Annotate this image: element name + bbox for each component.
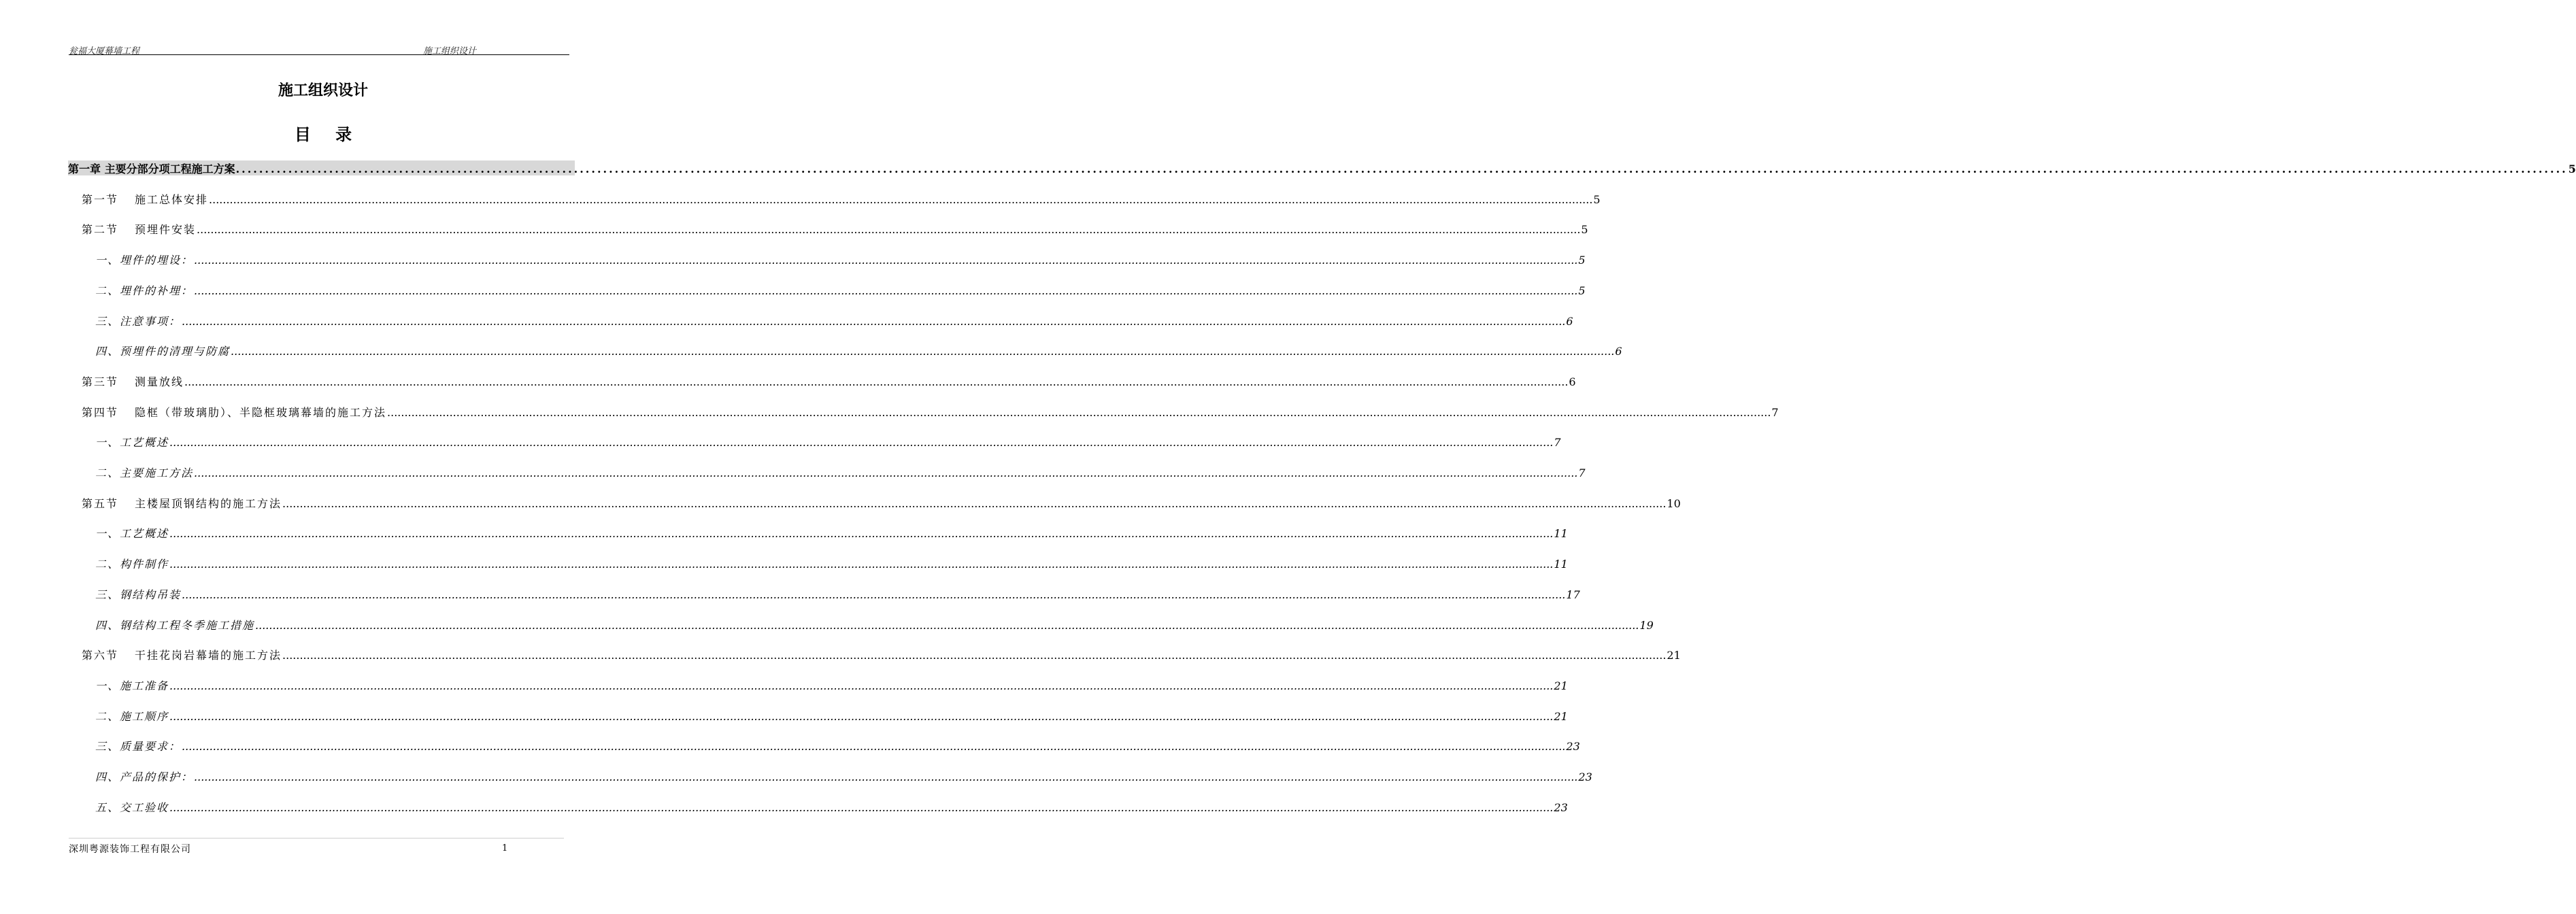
toc-heading: 目 录 — [294, 124, 362, 144]
toc-entry[interactable] — [95, 799, 1568, 815]
toc-page-number: 7 — [1578, 467, 1586, 479]
toc-leader-dots: ................................................................................................................................................................................................................................................................................................................................................................................................................ — [169, 709, 1554, 723]
toc-entry-label — [82, 404, 386, 420]
toc-page-number: 23 — [1578, 771, 1592, 783]
toc-page-number: 21 — [1667, 649, 1681, 662]
toc-entry[interactable] — [95, 556, 1568, 571]
toc-leader-dots: ................................................................................................................................................................................................................................................................................................................................................................................................................ — [184, 375, 1569, 388]
header-project-name: 瓮福大厦幕墙工程 — [69, 46, 140, 56]
toc-page-number: 21 — [1554, 709, 1568, 723]
toc-entry-label — [82, 221, 196, 237]
toc-section-number: 第六节 — [82, 649, 119, 662]
toc-entry-label: 三、钢结构吊装 — [95, 588, 182, 601]
toc-entry-label: 一、工艺概述 — [95, 527, 169, 541]
footer-page-number: 1 — [502, 843, 508, 853]
toc-page-number: 6 — [1615, 345, 1622, 358]
toc-page-number: 5 — [2568, 163, 2576, 175]
toc-entry[interactable] — [82, 647, 1681, 662]
toc-entry[interactable] — [95, 708, 1568, 724]
toc-page-number: 19 — [1639, 618, 1654, 632]
toc-entry[interactable] — [95, 313, 1573, 328]
toc-entry[interactable] — [95, 525, 1568, 541]
toc-section-title: 干挂花岗岩幕墙的施工方法 — [135, 649, 282, 662]
toc-leader-dots: ................................................................................................................................................................................................................................................................................................................................................................................................................ — [387, 405, 1771, 419]
toc-leader-dots: ................................................................................................................................................................................................................................................................................................................................................................................................................ — [194, 284, 1578, 297]
toc-leader-dots: ................................................................................................................................................................................................................................................................................................................................................................................................................ — [194, 771, 1578, 783]
toc-entry-label — [82, 373, 184, 389]
toc-page-number: 11 — [1554, 558, 1568, 571]
toc-page-number: 6 — [1566, 314, 1573, 328]
toc-entry[interactable] — [82, 221, 1588, 237]
toc-section-number: 第五节 — [82, 496, 119, 510]
toc-entry-label: 二、埋件的补埋： — [95, 284, 194, 297]
toc-entry[interactable] — [95, 586, 1580, 602]
toc-entry[interactable] — [82, 495, 1681, 511]
toc-leader-dots: ................................................................................................................................................................................................................................................................................................................................................................................................................ — [209, 192, 1593, 206]
footer-rule — [69, 838, 564, 839]
toc-entry-label: 一、工艺概述 — [95, 436, 169, 450]
toc-page-number: 5 — [1593, 192, 1601, 206]
toc-entry-label: 一、埋件的埋设： — [95, 254, 194, 267]
toc-entry-label: 二、主要施工方法 — [95, 467, 194, 479]
toc-section-number: 第二节 — [82, 223, 119, 237]
toc-entry-label: 二、施工顺序 — [95, 709, 169, 723]
toc-section-title: 隐框（带玻璃肋）、半隐框玻璃幕墙的施工方法 — [135, 405, 387, 419]
toc-section-title: 施工总体安排 — [135, 192, 209, 206]
toc-section-number: 第三节 — [82, 375, 119, 388]
toc-entry[interactable] — [95, 768, 1592, 784]
toc-entry-label: 三、质量要求： — [95, 740, 182, 754]
toc-page-number: 5 — [1578, 284, 1586, 297]
toc-entry-label — [82, 495, 282, 511]
toc-entry[interactable] — [95, 738, 1580, 754]
toc-entry[interactable] — [95, 434, 1561, 450]
toc-page-number: 7 — [1771, 405, 1779, 419]
toc-page-number: 5 — [1578, 254, 1586, 267]
toc-entry-label: 三、注意事项： — [95, 314, 182, 328]
toc-section-title: 测量放线 — [135, 375, 184, 388]
toc-entry-label: 第一章 主要分部分项工程施工方案 — [68, 163, 235, 175]
toc-entry-label — [82, 191, 208, 207]
toc-entry-label — [82, 647, 282, 662]
toc-entry[interactable] — [95, 677, 1568, 693]
toc-page-number: 11 — [1554, 527, 1568, 541]
toc-leader-dots: ................................................................................................................................................................................................................................................................................................................................................................................................................ — [194, 467, 1578, 479]
toc-leader-dots: ................................................................................................................................................................................................................................................................................................................................................................................................................ — [194, 254, 1578, 267]
toc-entry[interactable] — [82, 191, 1601, 207]
toc-leader-dots: ................................................................................................................................................................................................................................................................................................................................................................................................................ — [282, 496, 1667, 510]
toc-entry[interactable] — [95, 252, 1586, 267]
toc-leader-dots: ................................................................................................................................................................................................................................................................................................................................................................................................................ — [169, 558, 1554, 571]
toc-entry[interactable] — [68, 160, 2576, 175]
toc-leader-dots: ................................................................................................................................................................................................................................................................................................................................................................................................................ — [169, 679, 1554, 692]
toc-entry[interactable] — [82, 373, 1576, 389]
footer-company: 深圳粤源装饰工程有限公司 — [69, 844, 191, 855]
toc-leader-dots: ................................................................................................................................................................................................................................................................................................................................................................................................................ — [182, 314, 1566, 328]
toc-page-number: 5 — [1581, 223, 1588, 237]
page-title: 施工组织设计 — [278, 82, 368, 99]
toc-page-number: 21 — [1554, 679, 1568, 692]
toc-leader-dots: ................................................................................................................................................................................................................................................................................................................................................................................................................ — [169, 800, 1554, 814]
toc-entry-label: 四、预埋件的清理与防腐 — [95, 345, 231, 358]
toc-page-number: 23 — [1554, 800, 1568, 814]
toc-entry[interactable] — [95, 617, 1654, 632]
toc-entry[interactable] — [95, 464, 1586, 480]
toc-leader-dots: ................................................................................................................................................................................................................................................................................................................................................................................................................ — [169, 527, 1554, 541]
toc-leader-dots: ................................................................................................................................................................................................................................................................................................................................................................................................................ — [235, 163, 2568, 175]
toc-leader-dots: ................................................................................................................................................................................................................................................................................................................................................................................................................ — [182, 740, 1566, 754]
toc-entry[interactable] — [95, 343, 1622, 358]
toc-page-number: 17 — [1566, 588, 1580, 601]
toc-entry[interactable] — [95, 282, 1586, 298]
toc-entry[interactable] — [82, 404, 1779, 420]
toc-leader-dots: ................................................................................................................................................................................................................................................................................................................................................................................................................ — [182, 588, 1566, 601]
toc-section-title: 预埋件安装 — [135, 223, 197, 237]
toc-entry-label: 二、构件制作 — [95, 558, 169, 571]
toc-section-title: 主楼屋顶钢结构的施工方法 — [135, 496, 282, 510]
toc-section-number: 第四节 — [82, 405, 119, 419]
toc-page-number: 23 — [1566, 740, 1580, 754]
toc-entry-label: 四、产品的保护： — [95, 771, 194, 783]
toc-entry-label: 四、钢结构工程冬季施工措施 — [95, 618, 255, 632]
toc-page-number: 6 — [1569, 375, 1576, 388]
header-doc-title: 施工组织设计 — [423, 46, 477, 56]
toc-section-number: 第一节 — [82, 192, 119, 206]
toc-page-number: 10 — [1667, 496, 1681, 510]
toc-leader-dots: ................................................................................................................................................................................................................................................................................................................................................................................................................ — [255, 618, 1639, 632]
toc-leader-dots: ................................................................................................................................................................................................................................................................................................................................................................................................................ — [197, 223, 1581, 237]
toc-leader-dots: ................................................................................................................................................................................................................................................................................................................................................................................................................ — [282, 649, 1667, 662]
toc-leader-dots: ................................................................................................................................................................................................................................................................................................................................................................................................................ — [231, 345, 1615, 358]
toc-entry-label: 五、交工验收 — [95, 800, 169, 814]
toc-leader-dots: ................................................................................................................................................................................................................................................................................................................................................................................................................ — [169, 436, 1554, 450]
toc-entry-label: 一、施工准备 — [95, 679, 169, 692]
toc-page-number: 7 — [1554, 436, 1561, 450]
